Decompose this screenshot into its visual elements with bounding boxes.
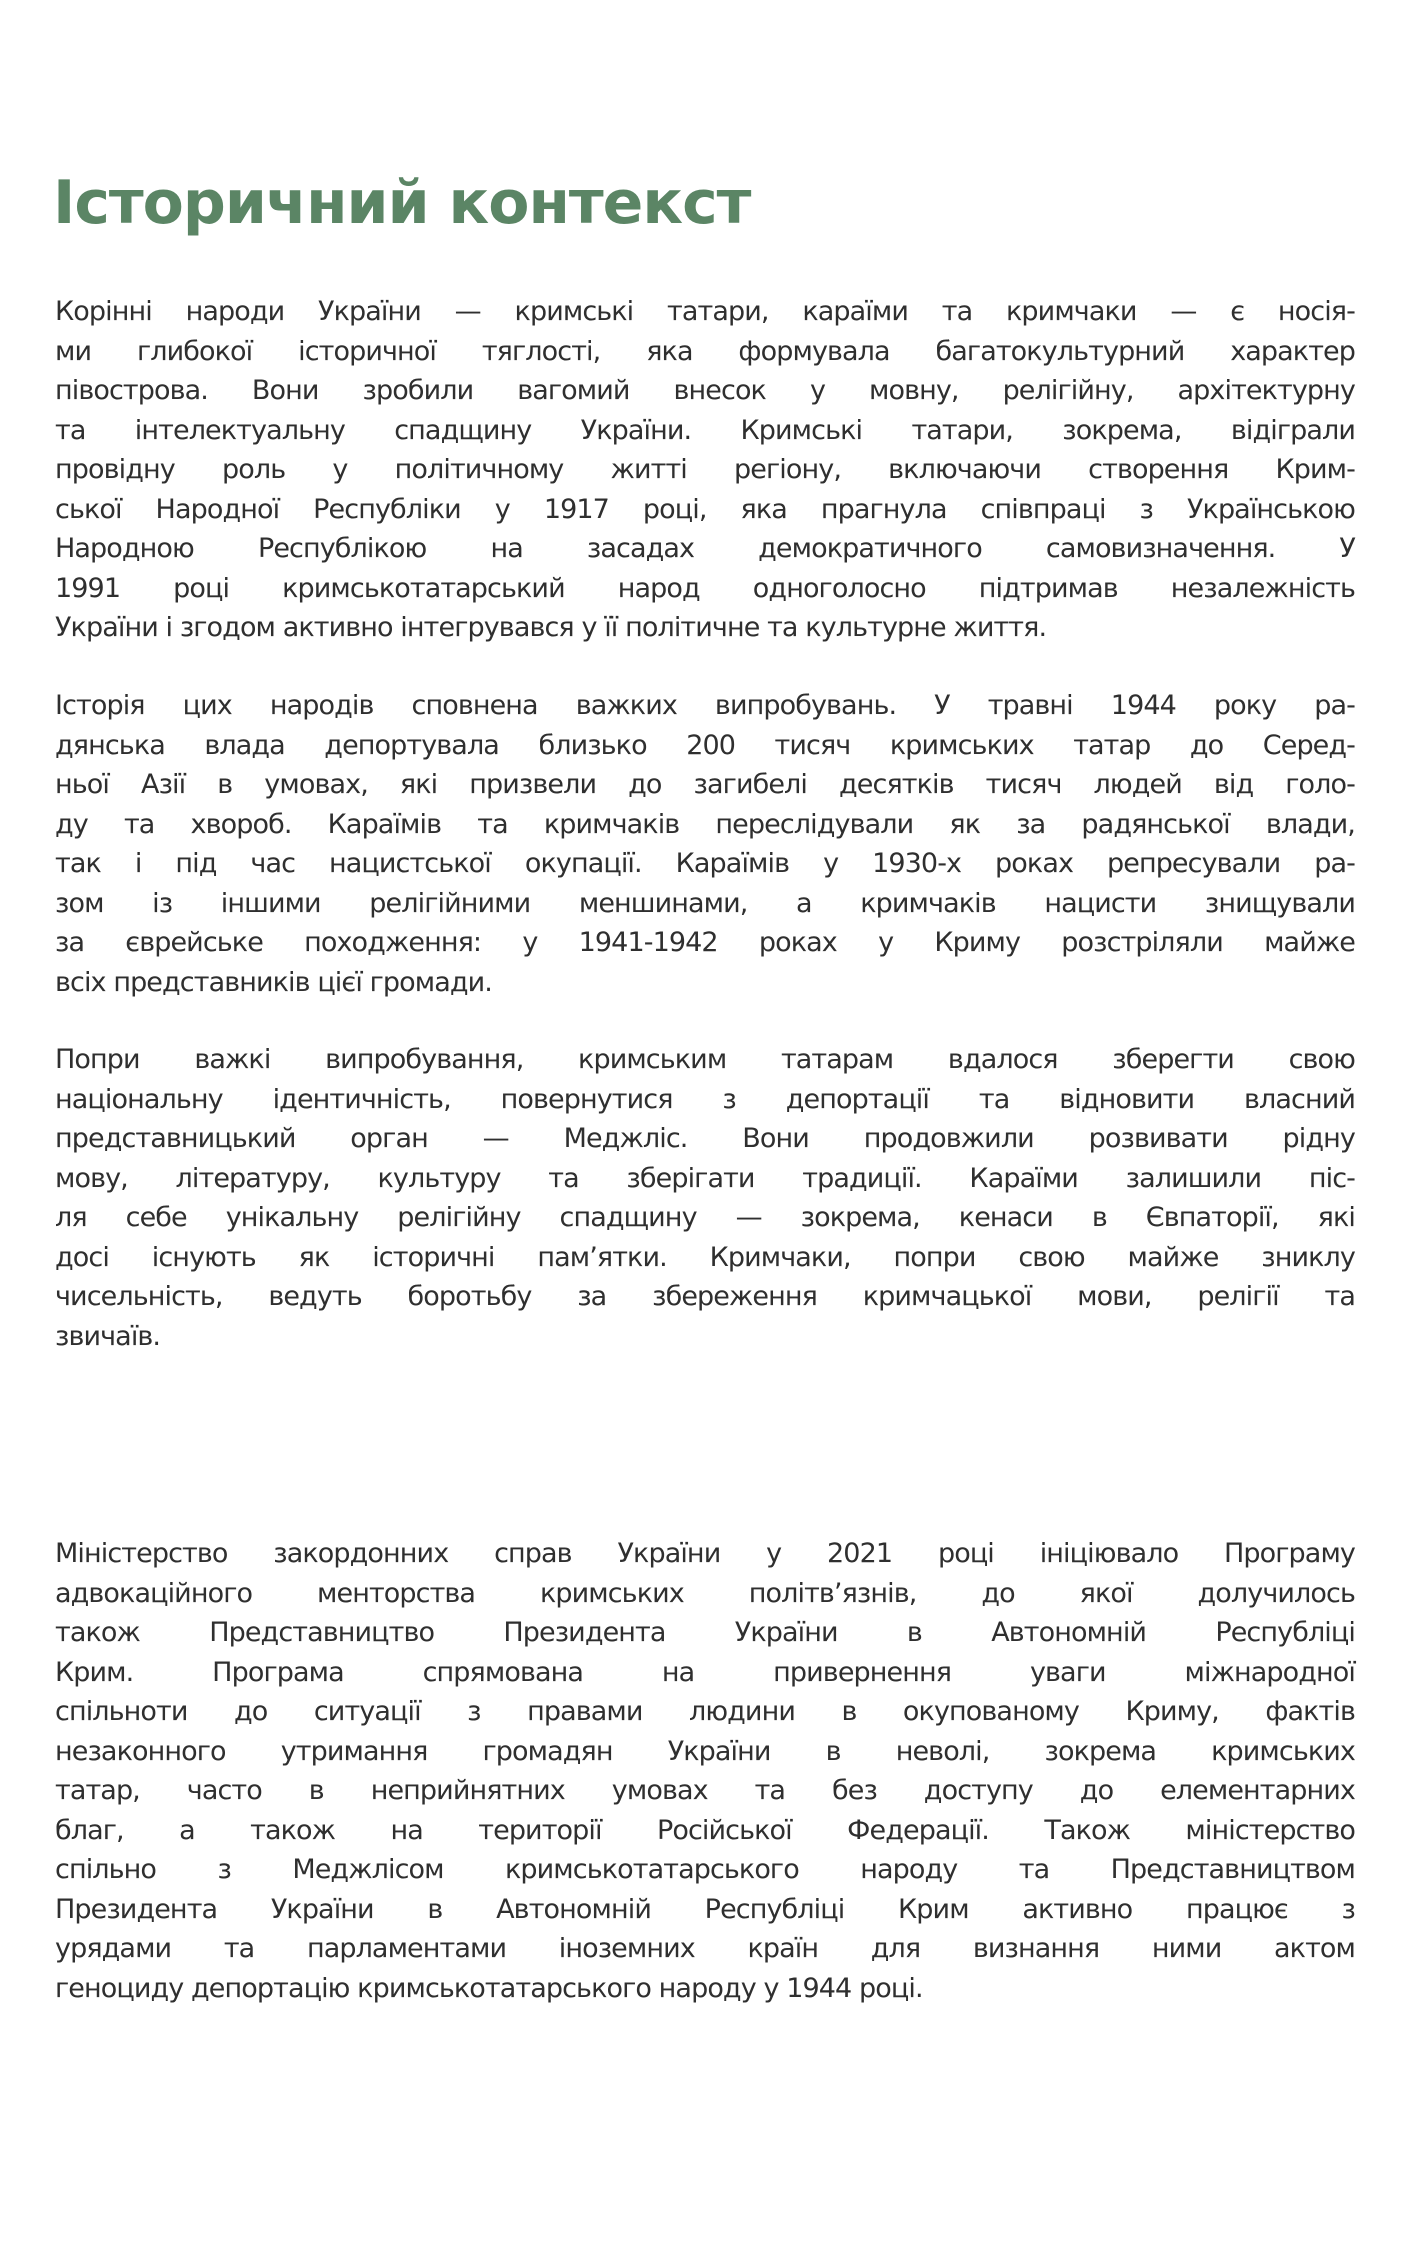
text-line: представницький орган — Меджліс. Вони продовжили розвивати рідну [55,1123,1355,1154]
text-line: досі існують як історичні пам’ятки. Кримчаки, попри свою майже зниклу [55,1241,1355,1273]
text-line: благ, а також на території Російської Федерації. Також міністерство [55,1814,1355,1846]
text-line: України і згодом активно інтегрувався у її політичне та культурне життя. [55,612,1047,643]
text-line: національну ідентичність, повернутися з депортації та відновити власний [55,1083,1355,1115]
text-line: Міністерство закордонних справ України у 2021 році ініціювало Програму [55,1538,1355,1569]
text-line: звичаїв. [55,1320,161,1352]
text-line: ду та хвороб. Караїмів та кримчаків переслідували як за радянської влади, [55,808,1355,840]
text-line: ньої Азії в умовах, які призвели до загибелі десятків тисяч людей від голо- [55,769,1355,800]
text-line: ської Народної Республіки у 1917 році, яка прагнула співпраці з Українською [55,493,1355,525]
text-line: адвокаційного менторства кримських політв’язнів, до якої долучилось [55,1577,1355,1609]
paragraph-cultural-preservation [55,1040,1355,1356]
text-line: Крим. Програма спрямована на привернення уваги міжнародної [55,1656,1355,1688]
paragraph-deportation-history [55,686,1355,1002]
text-line: чисельність, ведуть боротьбу за збереження кримчацької мови, релігії та [55,1281,1355,1312]
text-line: татар, часто в неприйнятних умовах та без доступу до елементарних [55,1775,1355,1806]
paragraph-historical-heritage [55,292,1355,648]
text-line: Корінні народи України — кримські татари, караїми та кримчаки — є носія- [55,296,1355,327]
text-line: дянська влада депортувала близько 200 тисяч кримських татар до Серед- [55,729,1355,761]
text-line: так і під час нацистської окупації. Караїмів у 1930-х роках репресували ра- [55,848,1355,879]
text-line: ми глибокої історичної тяглості, яка формувала багатокультурний характер [55,335,1355,367]
text-line: спільно з Меджлісом кримськотатарського народу та Представництвом [55,1854,1355,1885]
text-line: мову, літературу, культуру та зберігати традиції. Караїми залишили піс- [55,1162,1355,1194]
text-line: за єврейське походження: у 1941-1942 роках у Криму розстріляли майже [55,927,1355,958]
text-line: всіх представників цієї громади. [55,966,492,998]
text-line: урядами та парламентами іноземних країн для визнання ними актом [55,1933,1355,1964]
text-line: 1991 році кримськотатарський народ одноголосно підтримав незалежність [55,572,1355,604]
text-line: спільноти до ситуації з правами людини в окупованому Криму, фактів [55,1696,1355,1727]
text-line: незаконного утримання громадян України в неволі, зокрема кримських [55,1735,1355,1767]
text-line: також Представництво Президента України в Автономній Республіці [55,1617,1355,1648]
text-line: Народною Республікою на засадах демократичного самовизначення. У [55,533,1355,564]
text-line: Попри важкі випробування, кримським татарам вдалося зберегти свою [55,1044,1355,1075]
paragraph-mfa-advocacy-program [55,1534,1355,2008]
text-line: провідну роль у політичному житті регіону, включаючи створення Крим- [55,454,1355,485]
text-line: та інтелектуальну спадщину України. Кримські татари, зокрема, відіграли [55,414,1355,446]
page-title: Історичний контекст [53,168,751,238]
text-line: Історія цих народів сповнена важких випробувань. У травні 1944 року ра- [55,690,1355,721]
text-line: ля себе унікальну релігійну спадщину — зокрема, кенаси в Євпаторії, які [55,1202,1355,1233]
text-line: зом із іншими релігійними меншинами, а кримчаків нацисти знищували [55,887,1355,919]
text-line: геноциду депортацію кримськотатарського народу у 1944 році. [55,1972,923,2004]
text-line: Президента України в Автономній Республіці Крим активно працює з [55,1893,1355,1925]
text-line: півострова. Вони зробили вагомий внесок у мовну, релігійну, архітектурну [55,375,1355,406]
